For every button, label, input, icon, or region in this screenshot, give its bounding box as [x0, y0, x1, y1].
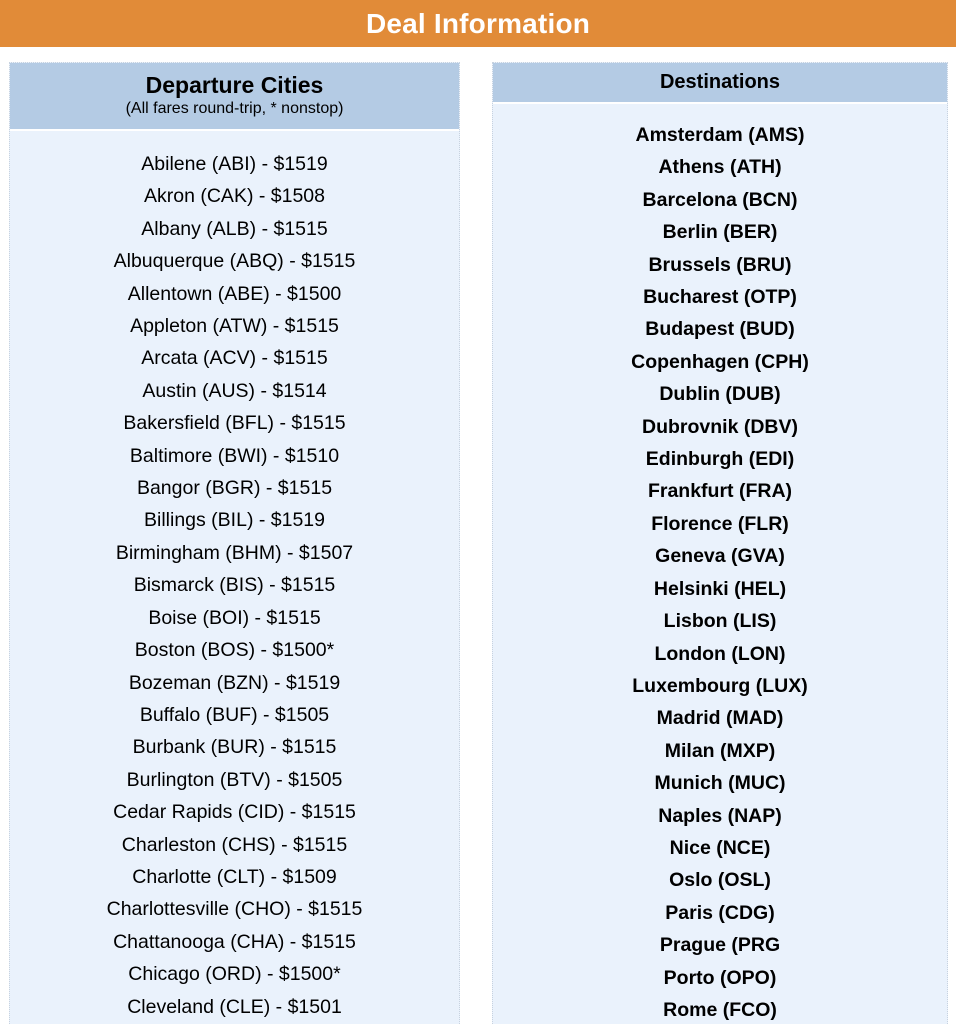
departure-city-item: Charlottesville (CHO) - $1515: [106, 898, 363, 921]
departure-city-item: Billings (BIL) - $1519: [143, 509, 325, 532]
destination-item: Copenhagen (CPH): [631, 350, 809, 373]
departure-city-item: Charleston (CHS) - $1515: [121, 833, 348, 856]
destination-item: Berlin (BER): [662, 221, 778, 244]
destination-item: Madrid (MAD): [656, 707, 784, 730]
destination-item: London (LON): [654, 642, 786, 665]
destinations-panel: [492, 62, 948, 1024]
departure-cities-panel: [9, 62, 460, 1024]
departure-city-item: Arcata (ACV) - $1515: [141, 347, 328, 370]
destination-item: Paris (CDG): [665, 901, 775, 924]
departure-city-item: Chattanooga (CHA) - $1515: [113, 930, 356, 953]
destination-item: Porto (OPO): [663, 966, 777, 989]
departure-city-item: Buffalo (BUF) - $1505: [139, 703, 330, 726]
destination-item: Rome (FCO): [663, 998, 777, 1021]
departure-city-item: Bakersfield (BFL) - $1515: [123, 412, 346, 435]
departure-city-item: Boston (BOS) - $1500*: [134, 639, 335, 662]
departure-city-item: Baltimore (BWI) - $1510: [129, 444, 340, 467]
destination-item: Barcelona (BCN): [642, 188, 798, 211]
departure-city-item: Birmingham (BHM) - $1507: [115, 541, 354, 564]
departure-cities-title: Departure Cities: [145, 72, 324, 98]
departure-city-item: Akron (CAK) - $1508: [144, 185, 325, 208]
departure-city-item: Burbank (BUR) - $1515: [132, 736, 337, 759]
departure-city-item: Bangor (BGR) - $1515: [136, 477, 333, 500]
page-header-banner: [0, 0, 956, 47]
destination-item: Milan (MXP): [664, 739, 776, 762]
departure-city-item: Allentown (ABE) - $1500: [127, 282, 342, 305]
destination-item: Florence (FLR): [651, 512, 789, 535]
destination-item: Munich (MUC): [654, 772, 786, 795]
departure-cities-subtitle: (All fares round-trip, * nonstop): [125, 100, 344, 117]
departure-city-item: Bozeman (BZN) - $1519: [128, 671, 341, 694]
destination-item: Dublin (DUB): [659, 383, 781, 406]
destination-item: Nice (NCE): [669, 836, 771, 859]
destination-item: Edinburgh (EDI): [645, 448, 795, 471]
departure-city-item: Cleveland (CLE) - $1501: [127, 995, 342, 1018]
destinations-header: [493, 63, 947, 104]
departure-city-item: Appleton (ATW) - $1515: [130, 315, 339, 338]
destination-item: Oslo (OSL): [669, 869, 771, 892]
destination-item: Lisbon (LIS): [663, 610, 777, 633]
destination-item: Athens (ATH): [658, 156, 782, 179]
departure-city-item: Austin (AUS) - $1514: [142, 379, 327, 402]
destination-item: Brussels (BRU): [648, 253, 792, 276]
page-title: Deal Information: [365, 7, 591, 39]
destination-item: Frankfurt (FRA): [647, 480, 793, 503]
departure-city-item: Albuquerque (ABQ) - $1515: [113, 250, 356, 273]
departure-city-item: Abilene (ABI) - $1519: [141, 153, 328, 175]
departure-city-item: Albany (ALB) - $1515: [141, 217, 328, 240]
departure-cities-list: [10, 131, 459, 1023]
destination-item: Helsinki (HEL): [653, 577, 787, 600]
destination-item: Dubrovnik (DBV): [642, 415, 798, 438]
departure-city-item: Bismarck (BIS) - $1515: [133, 574, 336, 597]
departure-city-item: Charlotte (CLT) - $1509: [132, 865, 337, 888]
destinations-list: [493, 104, 947, 1024]
destination-item: Amsterdam (AMS): [635, 124, 805, 146]
departure-city-item: Chicago (ORD) - $1500*: [128, 963, 341, 986]
departure-city-item: Burlington (BTV) - $1505: [126, 768, 343, 791]
destination-item: Luxembourg (LUX): [632, 674, 808, 697]
destination-item: Budapest (BUD): [645, 318, 795, 341]
destination-item: Bucharest (OTP): [643, 286, 797, 309]
departure-city-item: Boise (BOI) - $1515: [148, 606, 321, 629]
destination-item: Geneva (GVA): [655, 545, 785, 568]
destination-item: Prague (PRG: [659, 934, 781, 957]
departure-cities-header: [10, 63, 459, 131]
departure-city-item: Cedar Rapids (CID) - $1515: [113, 801, 356, 824]
destination-item: Naples (NAP): [658, 804, 782, 827]
destinations-title: Destinations: [659, 71, 781, 93]
